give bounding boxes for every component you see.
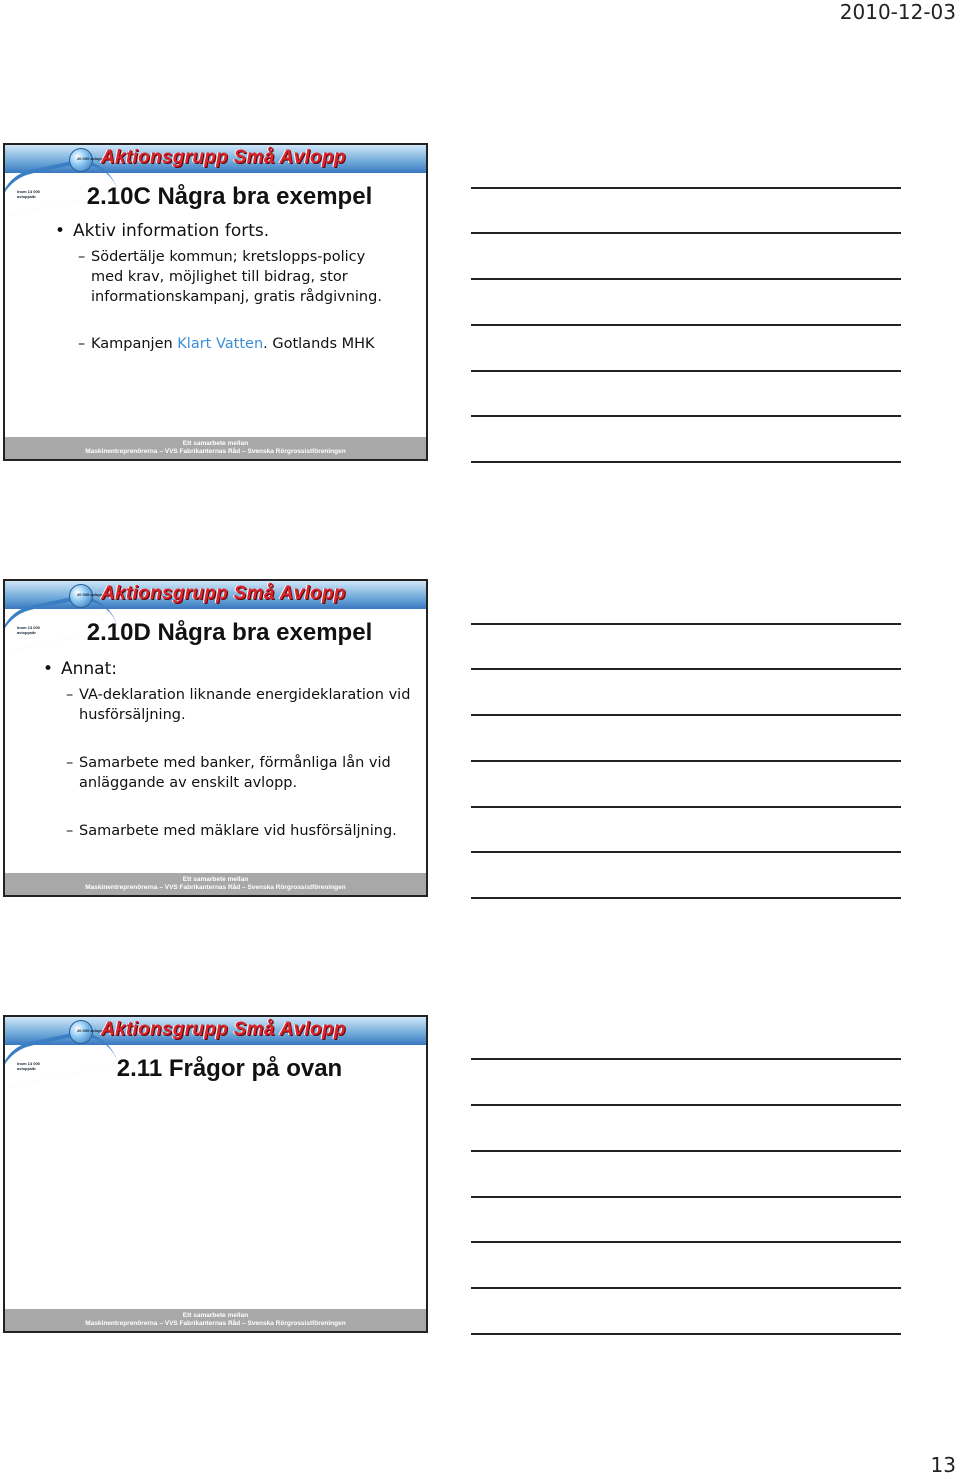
footer-line-2: Maskinentreprenörerna – VVS Fabrikanternas Råd – Svenska Rörgrossistföreningen: [85, 1320, 346, 1327]
logo-badge-top: 20 000 avloppsår: [77, 156, 110, 161]
slide-title: 2.10D Några bra exempel: [86, 619, 373, 646]
note-line: [471, 851, 901, 853]
note-line: [471, 232, 901, 234]
sub-bullet: – VA-deklaration liknande energideklaration vid husförsäljning.: [66, 687, 411, 723]
note-line: [471, 1104, 901, 1106]
note-line: [471, 1196, 901, 1198]
sub-bullet-line: informationskampanj, gratis rådgivning.: [91, 289, 382, 305]
sub-bullet: – Samarbete med mäklare vid husförsäljning.: [66, 823, 397, 839]
footer-line-1: Ett samarbete mellan: [182, 1312, 249, 1319]
note-line: [471, 714, 901, 716]
slide-footer: [5, 1309, 426, 1331]
slide-3: [3, 1015, 428, 1333]
note-line: [471, 1241, 901, 1243]
brand-title: Aktionsgrupp Små Avlopp: [101, 583, 346, 604]
page-number: 13: [930, 1453, 956, 1477]
sub-bullet: – Kampanjen Klart Vatten. Gotlands MHK: [78, 336, 375, 352]
slide-2: [3, 579, 428, 897]
sub-bullet-line: Samarbete med mäklare vid husförsäljning.: [79, 823, 397, 839]
sub-bullet-line: husförsäljning.: [79, 707, 186, 723]
slide-footer: [5, 873, 426, 895]
note-line: [471, 897, 901, 899]
slide-footer: [5, 437, 426, 459]
note-line: [471, 324, 901, 326]
note-line: [471, 623, 901, 625]
footer-line-1: Ett samarbete mellan: [182, 440, 249, 447]
note-line: [471, 1333, 901, 1335]
logo-badge-top: 20 000 avloppsår: [77, 592, 110, 597]
note-line: [471, 461, 901, 463]
sub-bullet: – Södertälje kommun; kretslopps-policy med krav, möjlighet till bidrag, stor informationskampanj, gratis rådgivning.: [78, 249, 382, 305]
note-line: [471, 668, 901, 670]
page-date: 2010-12-03: [839, 0, 956, 24]
logo-badge-side: Inom 13 000 avloppsår: [17, 1061, 40, 1071]
sub-bullet-line: Södertälje kommun; kretslopps-policy: [91, 249, 366, 265]
sub-bullet-line: med krav, möjlighet till bidrag, stor: [91, 269, 348, 285]
brand-title: Aktionsgrupp Små Avlopp: [101, 147, 346, 168]
sub-bullet-line: anläggande av enskilt avlopp.: [79, 775, 298, 791]
note-line: [471, 760, 901, 762]
slide-1: [3, 143, 428, 461]
note-line: [471, 370, 901, 372]
note-line: [471, 806, 901, 808]
slide-title: 2.11 Frågor på ovan: [116, 1055, 343, 1082]
note-line: [471, 187, 901, 189]
bullet-text: Annat:: [61, 659, 117, 679]
sub-bullet-prefix: Kampanjen: [91, 336, 178, 352]
footer-line-2: Maskinentreprenörerna – VVS Fabrikanternas Råd – Svenska Rörgrossistföreningen: [85, 448, 346, 455]
brand-title: Aktionsgrupp Små Avlopp: [101, 1019, 346, 1040]
logo-badge-side: Inom 13 000 avloppsår: [17, 189, 40, 199]
bullet-text: Aktiv information forts.: [73, 221, 270, 241]
note-line: [471, 1150, 901, 1152]
footer-line-1: Ett samarbete mellan: [182, 876, 249, 883]
footer-line-2: Maskinentreprenörerna – VVS Fabrikanternas Råd – Svenska Rörgrossistföreningen: [85, 884, 346, 891]
sub-bullet-suffix: . Gotlands MHK: [263, 336, 375, 352]
sub-bullet-line: VA-deklaration liknande energideklaration vid: [79, 687, 411, 703]
sub-bullet: – Samarbete med banker, förmånliga lån vid anläggande av enskilt avlopp.: [66, 755, 391, 791]
note-line: [471, 1058, 901, 1060]
note-line: [471, 1287, 901, 1289]
note-line: [471, 278, 901, 280]
slide-title: 2.10C Några bra exempel: [86, 183, 373, 210]
bullet: • Aktiv information forts.: [55, 221, 270, 241]
note-line: [471, 415, 901, 417]
logo-badge-side: Inom 13 000 avloppsår: [17, 625, 40, 635]
sub-bullet-line: Samarbete med banker, förmånliga lån vid: [79, 755, 391, 771]
bullet: • Annat:: [43, 659, 117, 679]
logo-badge-top: 20 000 avloppsår: [77, 1028, 110, 1033]
klart-vatten-link[interactable]: Klart Vatten: [177, 336, 264, 352]
